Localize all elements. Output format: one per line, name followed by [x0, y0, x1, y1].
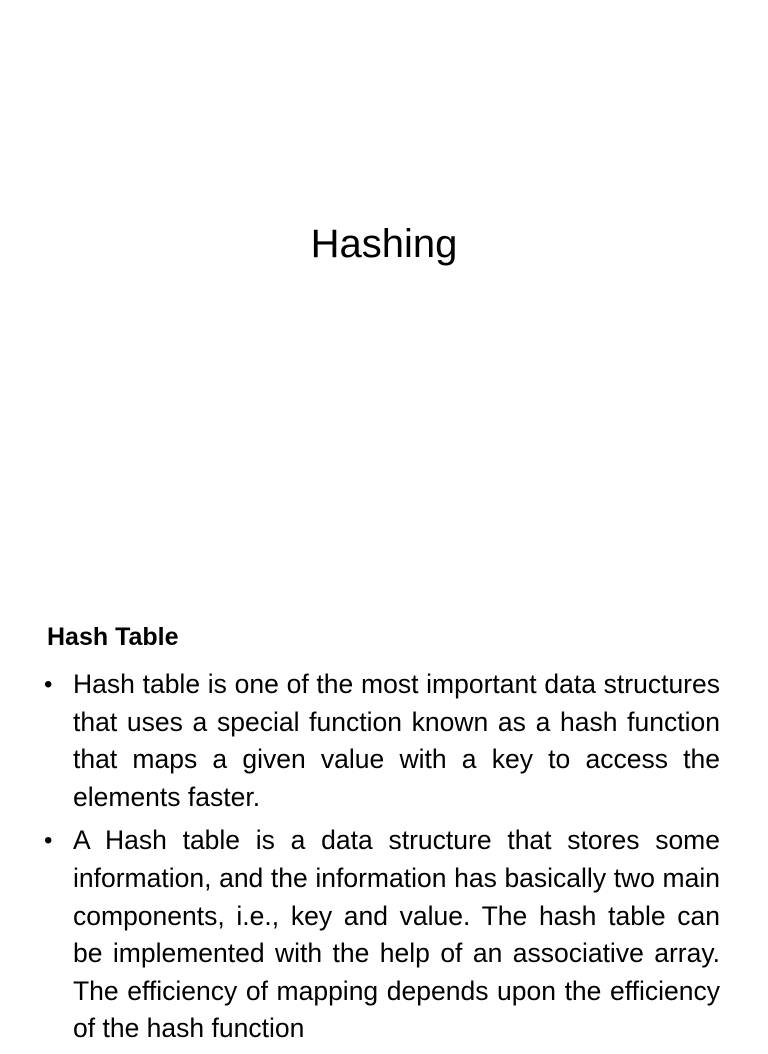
bullet-text: Hash table is one of the most important data structures that uses a special function known as a hash function that maps a given value with a key to access the elements faster.: [73, 669, 720, 812]
bullet-item: [44, 666, 720, 816]
content-slide: [0, 596, 768, 1044]
bullet-icon: •: [44, 827, 53, 855]
bullet-text: A Hash table is a data structure that stores some information, and the information has basically two main components, i.e., key and value. The hash table can be implemented with the help of an associative array. The efficiency of mapping depends upon the efficiency of the hash function: [73, 825, 720, 1044]
slide-title: Hashing: [310, 222, 458, 266]
bullet-item: [44, 822, 720, 1048]
section-heading: Hash Table: [47, 623, 179, 651]
bullet-list: [44, 666, 720, 1054]
bullet-icon: •: [44, 671, 53, 698]
